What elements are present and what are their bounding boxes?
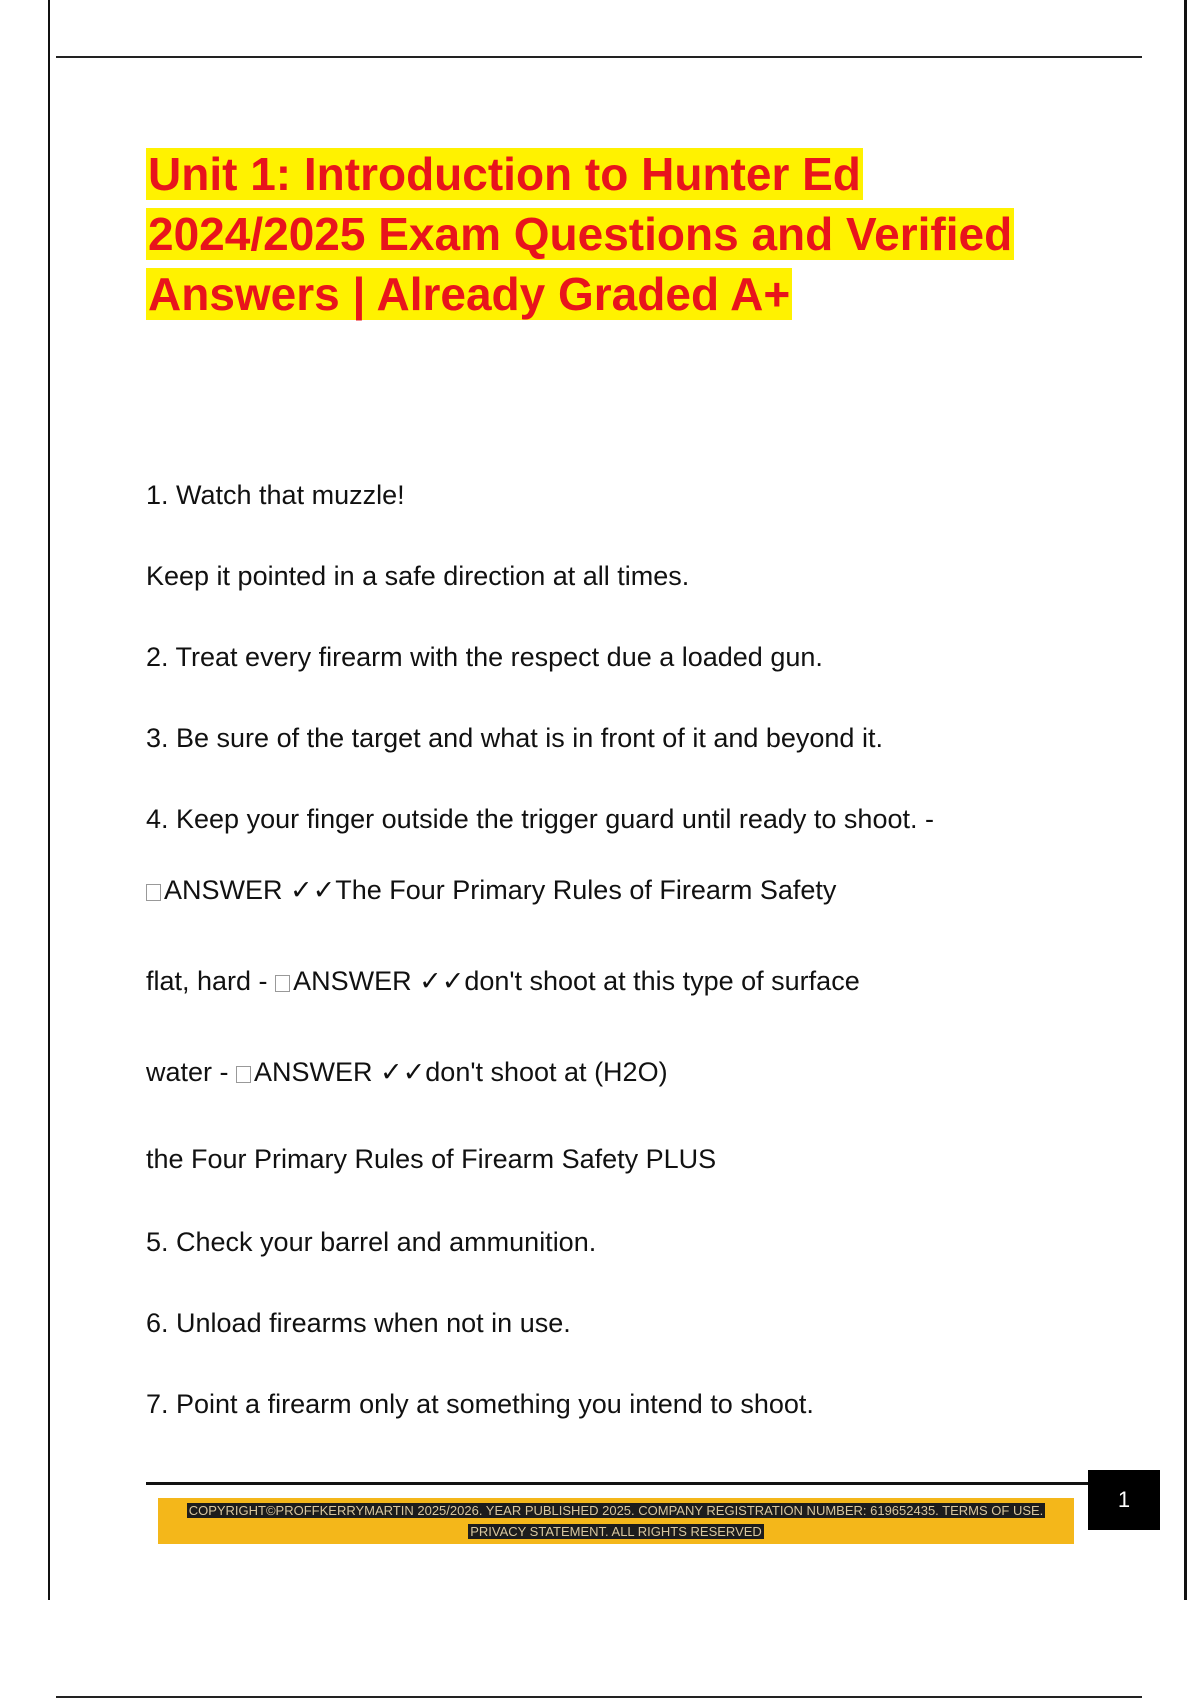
document-title [146, 144, 1106, 324]
body-line: 5. Check your barrel and ammunition. [146, 1227, 597, 1257]
body-line: 3. Be sure of the target and what is in front of it and beyond it. [146, 723, 883, 753]
body-line: 4. Keep your finger outside the trigger guard until ready to shoot. - [146, 804, 934, 834]
page-border-left [48, 0, 50, 1600]
body-line: Keep it pointed in a safe direction at all times. [146, 561, 690, 591]
page-number: 1 [1088, 1470, 1160, 1530]
copyright-line-2: PRIVACY STATEMENT. ALL RIGHTS RESERVED [470, 1524, 762, 1539]
footer-copyright [158, 1500, 1074, 1542]
title-line-1: Unit 1: Introduction to Hunter Ed [148, 148, 861, 200]
body-line: the Four Primary Rules of Firearm Safety PLUS [146, 1144, 717, 1174]
body-line: 7. Point a firearm only at something you intend to shoot. [146, 1389, 814, 1419]
body-line: 1. Watch that muzzle! [146, 480, 405, 510]
answer-line [146, 966, 860, 997]
answer-text: ANSWER ✓✓The Four Primary Rules of Firearm Safety [164, 875, 837, 905]
checkbox-glyph-icon [236, 1066, 251, 1083]
checkbox-glyph-icon [146, 884, 161, 901]
copyright-line-1: COPYRIGHT©PROFFKERRYMARTIN 2025/2026. YEAR PUBLISHED 2025. COMPANY REGISTRATION NUMBER: 619652435. TERMS OF USE. [188, 1503, 1044, 1518]
body-line: 6. Unload firearms when not in use. [146, 1308, 571, 1338]
footer-rule [146, 1482, 1088, 1485]
title-line-2: 2024/2025 Exam Questions and Verified [148, 208, 1013, 260]
question-text: water - [146, 1057, 237, 1087]
answer-line [146, 1057, 668, 1088]
answer-text: ANSWER ✓✓don't shoot at this type of surface [293, 966, 860, 996]
page-border-right [1184, 0, 1187, 1600]
header-rule [56, 56, 1142, 58]
answer-text: ANSWER ✓✓don't shoot at (H2O) [254, 1057, 668, 1087]
page-bottom-rule [56, 1696, 1142, 1698]
answer-line [146, 875, 836, 906]
body-line: 2. Treat every firearm with the respect due a loaded gun. [146, 642, 823, 672]
title-line-3: Answers | Already Graded A+ [148, 268, 791, 320]
question-text: flat, hard - [146, 966, 276, 996]
checkbox-glyph-icon [275, 975, 290, 992]
